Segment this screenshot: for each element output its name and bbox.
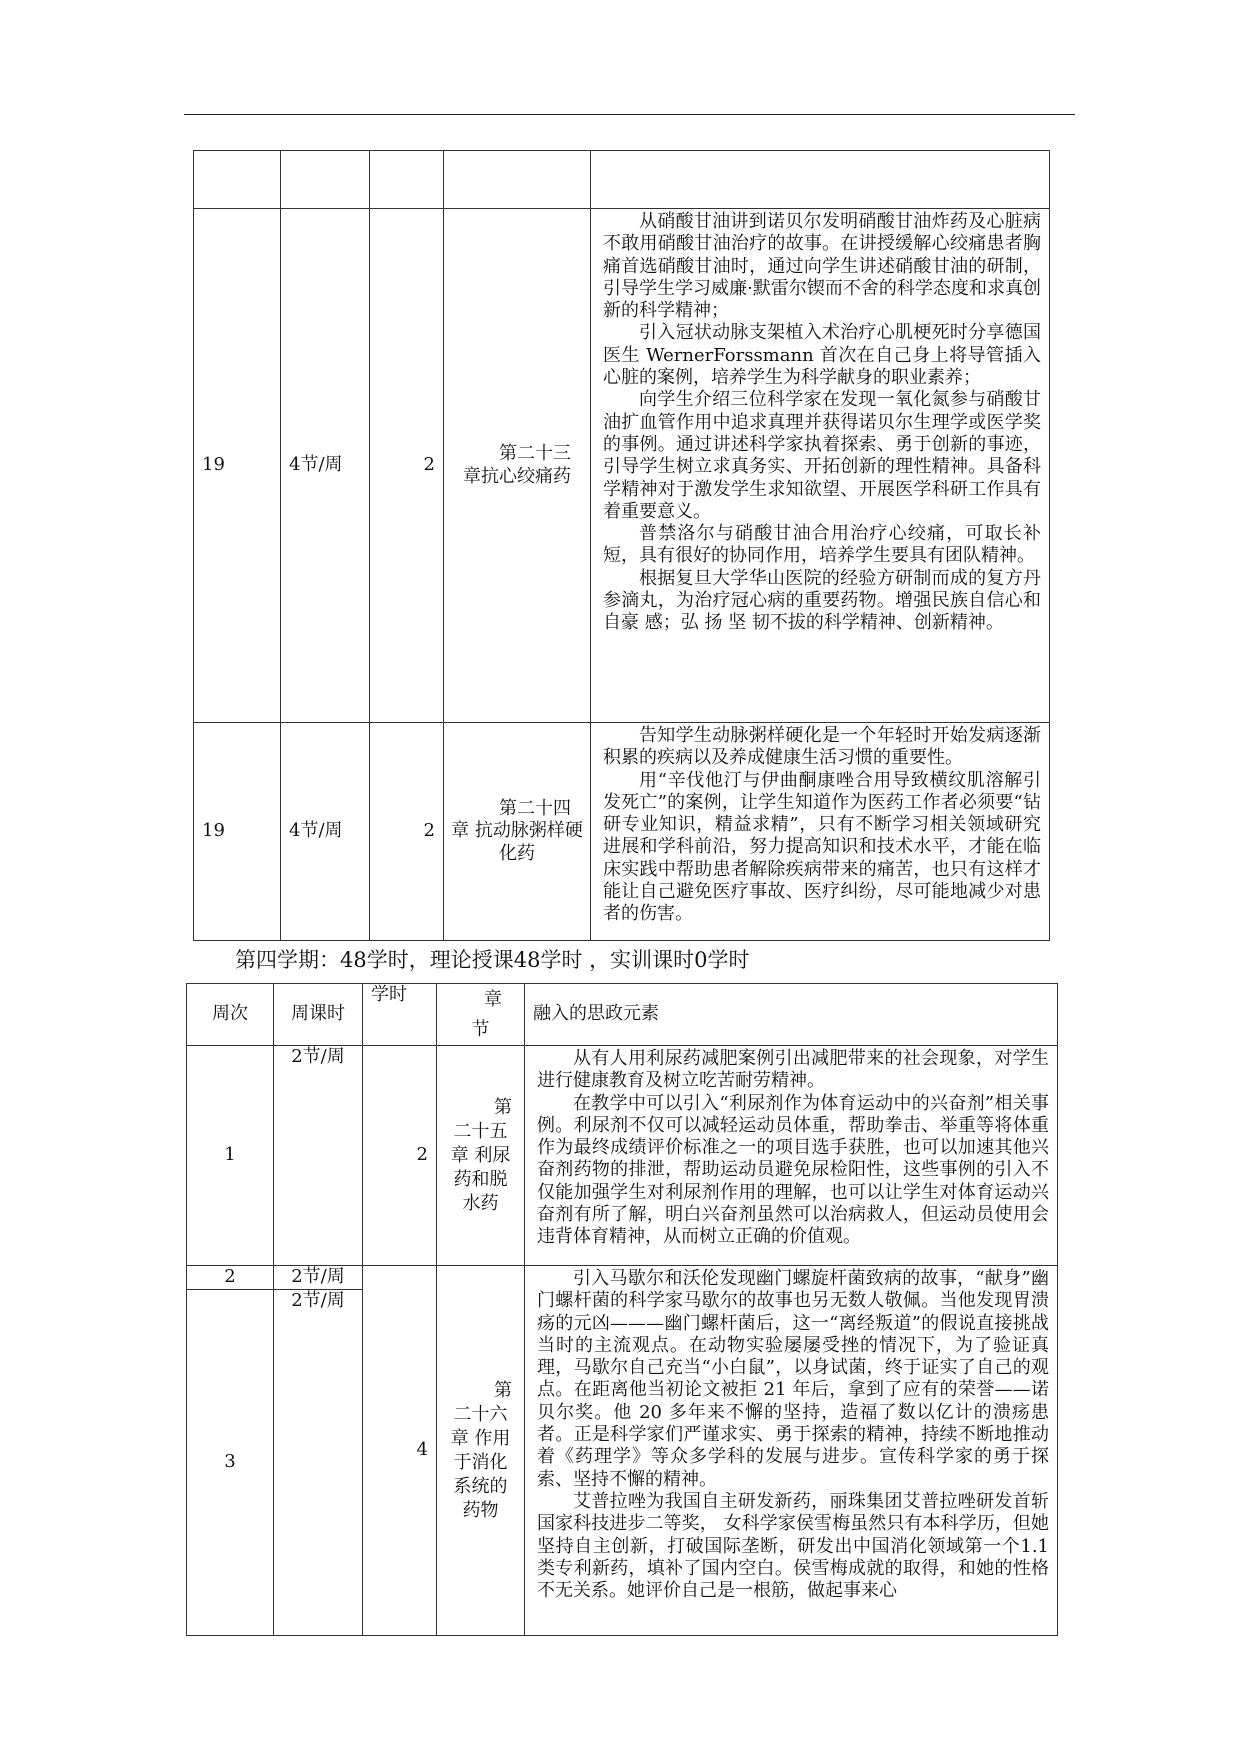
paragraph: 根据复旦大学华山医院的经验方研制而成的复方丹参滴丸，为治疗冠心病的重要药物。增强民族自信心和自豪 感；弘 扬 坚 韧不拔的科学精神、创新精神。 [603, 567, 1041, 634]
table-row [194, 151, 1050, 209]
chapter-cell [444, 723, 591, 941]
semester4-table [186, 983, 1058, 1636]
hours-per-week-cell: 2节/周 [274, 1290, 363, 1636]
header-hours: 学时 [363, 984, 437, 1046]
chapter-cell [444, 151, 591, 209]
header-elements: 融入的思政元素 [525, 984, 1058, 1046]
hours-cell: 2 [370, 723, 444, 941]
header-rule [184, 114, 1075, 115]
table-row [194, 209, 1050, 723]
week-cell [194, 151, 281, 209]
table-row [194, 723, 1050, 941]
chapter-line: 于消化 [453, 1451, 508, 1473]
paragraph: 普禁洛尔与硝酸甘油合用治疗心绞痛，可取长补短，具有很好的协同作用，培养学生要具有团队精神。 [603, 523, 1041, 567]
table-row [187, 1266, 1058, 1290]
header-chapter-line: 章 [484, 988, 502, 1010]
paragraph: 告知学生动脉粥样硬化是一个年轻时开始发病逐渐积累的疾病以及养成健康生活习惯的重要性。 [603, 725, 1041, 769]
chapter-line: 系统的 [453, 1475, 508, 1497]
chapter-line: 第 [494, 1096, 512, 1118]
elements-cell [591, 723, 1050, 941]
header-chapter [437, 984, 525, 1046]
hours-cell [370, 151, 444, 209]
semester-caption: 第四学期：48学时，理论授课48学时 ，实训课时0学时 [235, 948, 750, 972]
hours-cell: 2 [370, 209, 444, 723]
header-row [187, 984, 1058, 1046]
paragraph: 从硝酸甘油讲到诺贝尔发明硝酸甘油炸药及心脏病不敢用硝酸甘油治疗的故事。在讲授缓解心绞痛患者胸痛首选硝酸甘油时，通过向学生讲述硝酸甘油的研制，引导学生学习威廉·默雷尔锲而不舍的科学态度和求真创新的科学精神； [603, 211, 1041, 322]
semester3-table [193, 150, 1050, 941]
elements-cell [525, 1046, 1058, 1266]
week-cell: 3 [187, 1290, 274, 1636]
chapter-line: 二十六 [453, 1403, 508, 1425]
hours-per-week-cell: 2节/周 [274, 1266, 363, 1290]
chapter-line: 药和脱 [453, 1168, 508, 1190]
paragraph: 用“辛伐他汀与伊曲酮康唑合用导致横纹肌溶解引发死亡”的案例，让学生知道作为医药工作者必须要“钻研专业知识，精益求精”，只有不断学习相关领域研究进展和学科前沿，努力提高知识和技术水平，才能在临床实践中帮助患者解除疾病带来的痛苦，也只有这样才能让自己避免医疗事故、医疗纠纷，尽可能地减少对患者的伤害。 [603, 769, 1041, 925]
elements-cell [591, 209, 1050, 723]
hours-per-week-cell: 2节/周 [274, 1046, 363, 1266]
table-row [187, 1046, 1058, 1266]
hours-cell: 2 [363, 1046, 437, 1266]
header-chapter-line: 节 [471, 1018, 490, 1040]
hours-per-week-cell [281, 151, 370, 209]
hours-cell: 4 [363, 1266, 437, 1636]
paragraph: 在教学中可以引入“利尿剂作为体育运动中的兴奋剂”相关事例。利尿剂不仅可以减轻运动员体重，帮助拳击、举重等将体重作为最终成绩评价标准之一的项目选手获胜，也可以加速其他兴奋剂药物的排泄，帮助运动员避免尿检阳性，这些事例的引入不仅能加强学生对利尿剂作用的理解，也可以让学生对体育运动兴奋剂有所了解，明白兴奋剂虽然可以治病救人，但运动员使用会违背体育精神，从而树立正确的价值观。 [537, 1092, 1049, 1248]
elements-cell [525, 1266, 1058, 1636]
chapter-line: 章 利尿 [450, 1144, 511, 1166]
chapter-line: 第二十四 [499, 798, 571, 820]
elements-cell [591, 151, 1050, 209]
paragraph: 从有人用利尿药减肥案例引出减肥带来的社会现象，对学生进行健康教育及树立吃苦耐劳精神。 [537, 1048, 1049, 1092]
chapter-line: 章抗心绞痛药 [463, 465, 571, 487]
chapter-line: 药物 [462, 1499, 499, 1521]
chapter-line: 二十五 [453, 1120, 508, 1142]
chapter-line: 第二十三 [499, 443, 571, 465]
chapter-line: 第 [494, 1379, 512, 1401]
paragraph: 引入冠状动脉支架植入术治疗心肌梗死时分享德国医生 WernerForssmann 首次在自己身上将导管插入心脏的案例，培养学生为科学献身的职业素养； [603, 322, 1041, 389]
chapter-cell [444, 209, 591, 723]
hours-per-week-cell: 4节/周 [281, 209, 370, 723]
chapter-line: 水药 [462, 1192, 499, 1214]
week-cell: 2 [187, 1266, 274, 1290]
chapter-cell [437, 1266, 525, 1636]
chapter-line: 章 作用 [450, 1427, 511, 1449]
paragraph: 向学生介绍三位科学家在发现一氧化氮参与硝酸甘油扩血管作用中追求真理并获得诺贝尔生理学或医学奖的事例。通过讲述科学家执着探索、勇于创新的事迹，引导学生树立求真务实、开拓创新的理性精神。具备科学精神对于激发学生求知欲望、开展医学科研工作具有着重要意义。 [603, 389, 1041, 522]
header-hours-per-week: 周课时 [274, 984, 363, 1046]
chapter-cell [437, 1046, 525, 1266]
paragraph: 艾普拉唑为我国自主研发新药，丽珠集团艾普拉唑研发首斩国家科技进步二等奖， 女科学家侯雪梅虽然只有本科学历，但她坚持自主创新，打破国际垄断，研发出中国消化领域第一个1.1类专利新药，填补了国内空白。侯雪梅成就的取得，和她的性格不无关系。她评价自己是一根筋，做起事来心 [537, 1490, 1049, 1602]
week-cell: 19 [194, 723, 281, 941]
week-cell: 1 [187, 1046, 274, 1266]
chapter-line: 章 抗动脉粥样硬化药 [451, 820, 583, 864]
paragraph: 引入马歇尔和沃伦发现幽门螺旋杆菌致病的故事，“献身”幽门螺杆菌的科学家马歇尔的故事也另无数人敬佩。当他发现胃溃疡的元凶———幽门螺杆菌后，这一“离经叛道”的假说直接挑战当时的主流观点。在动物实验屡屡受挫的情况下，为了验证真理，马歇尔自己充当“小白鼠”，以身试菌，终于证实了自己的观点。在距离他当初论文被拒 21 年后，拿到了应有的荣誉——诺贝尔奖。他 20 多年来不懈的坚持，造福了数以亿计的溃疡患者。正是科学家们严谨求实、勇于探索的精神，持续不断地推动着《药理学》等众多学科的发展与进步。宣传科学家的勇于探索、坚持不懈的精神。 [537, 1268, 1049, 1490]
hours-per-week-cell: 4节/周 [281, 723, 370, 941]
week-cell: 19 [194, 209, 281, 723]
header-week: 周次 [187, 984, 274, 1046]
